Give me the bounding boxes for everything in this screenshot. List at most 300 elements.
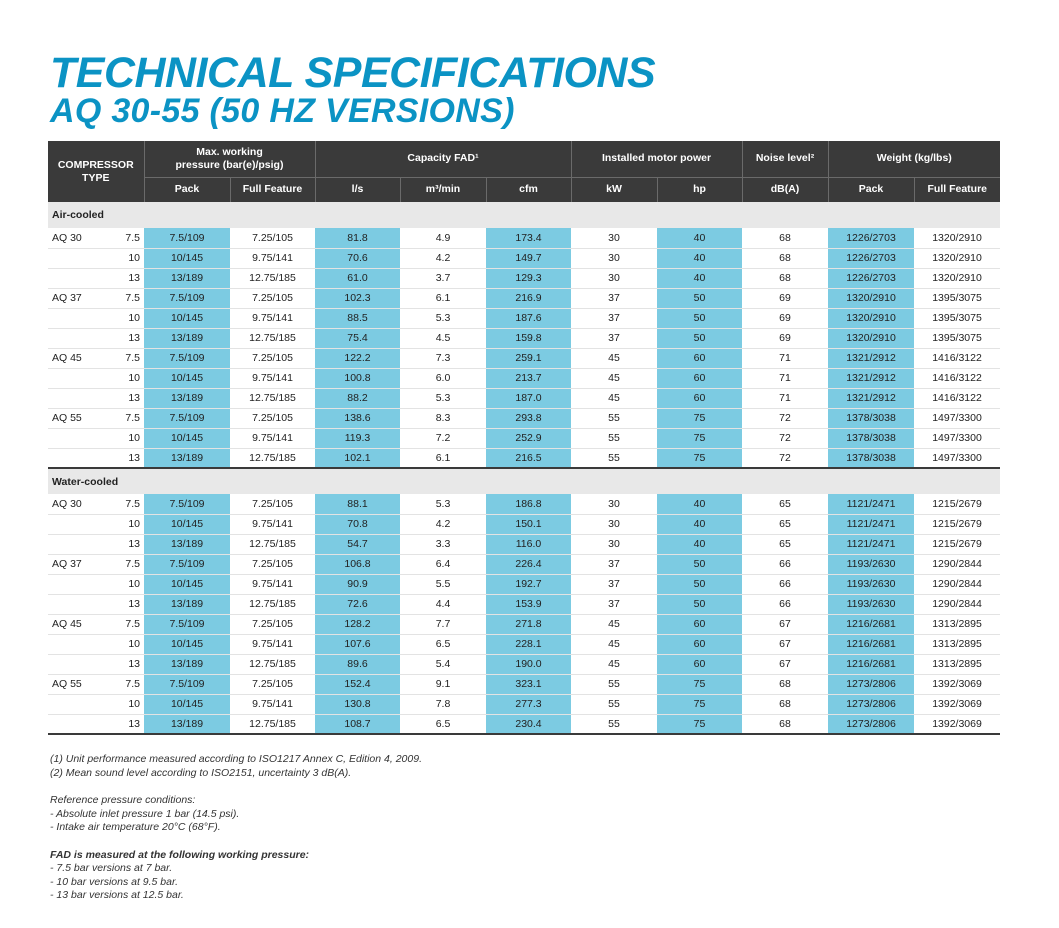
cell-version: 10 [100, 574, 144, 594]
cell-capacity-m3min: 4.5 [400, 328, 486, 348]
cell-noise-dba: 65 [742, 534, 828, 554]
cell-capacity-m3min: 6.5 [400, 634, 486, 654]
cell-noise-dba: 72 [742, 428, 828, 448]
cell-power-kw: 55 [571, 408, 657, 428]
cell-power-hp: 40 [657, 268, 742, 288]
cell-model [48, 534, 100, 554]
cell-weight-pack: 1321/2912 [828, 348, 914, 368]
cell-capacity-cfm: 293.8 [486, 408, 571, 428]
cell-capacity-cfm: 192.7 [486, 574, 571, 594]
cell-noise-dba: 67 [742, 654, 828, 674]
section-label: Air-cooled [48, 202, 1000, 228]
cell-power-kw: 55 [571, 714, 657, 734]
subheader-capacity-m3min: m³/min [400, 177, 486, 202]
cell-capacity-ls: 102.3 [315, 288, 400, 308]
cell-capacity-cfm: 259.1 [486, 348, 571, 368]
cell-version: 13 [100, 594, 144, 614]
cell-model: AQ 45 [48, 348, 100, 368]
cell-power-hp: 60 [657, 368, 742, 388]
cell-power-kw: 45 [571, 368, 657, 388]
cell-power-kw: 45 [571, 614, 657, 634]
cell-pressure-pack: 10/145 [144, 308, 230, 328]
cell-version: 13 [100, 448, 144, 468]
cell-model [48, 594, 100, 614]
fad-pressure-10-bar: - 10 bar versions at 9.5 bar. [50, 875, 179, 888]
cell-weight-pack: 1378/3038 [828, 448, 914, 468]
cell-pressure-pack: 7.5/109 [144, 408, 230, 428]
header-compressor-type: COMPRESSOR TYPE [48, 141, 144, 202]
cell-version: 7.5 [100, 408, 144, 428]
cell-version: 7.5 [100, 554, 144, 574]
cell-capacity-m3min: 5.3 [400, 308, 486, 328]
cell-power-kw: 37 [571, 554, 657, 574]
cell-capacity-m3min: 9.1 [400, 674, 486, 694]
cell-version: 7.5 [100, 494, 144, 514]
cell-pressure-pack: 13/189 [144, 594, 230, 614]
table-row [48, 694, 1000, 714]
cell-version: 10 [100, 514, 144, 534]
cell-power-kw: 30 [571, 534, 657, 554]
cell-capacity-ls: 72.6 [315, 594, 400, 614]
subheader-capacity-ls: l/s [315, 177, 400, 202]
cell-power-kw: 30 [571, 228, 657, 248]
cell-pressure-full-feature: 9.75/141 [230, 308, 315, 328]
cell-power-hp: 75 [657, 674, 742, 694]
table-row [48, 388, 1000, 408]
cell-capacity-ls: 89.6 [315, 654, 400, 674]
cell-capacity-cfm: 129.3 [486, 268, 571, 288]
cell-pressure-pack: 10/145 [144, 634, 230, 654]
subheader-noise-dba: dB(A) [742, 177, 828, 202]
cell-weight-full-feature: 1392/3069 [914, 694, 1000, 714]
table-row [48, 514, 1000, 534]
cell-pressure-pack: 13/189 [144, 388, 230, 408]
cell-pressure-pack: 13/189 [144, 448, 230, 468]
cell-version: 13 [100, 328, 144, 348]
cell-model [48, 328, 100, 348]
cell-model: AQ 37 [48, 554, 100, 574]
cell-power-hp: 50 [657, 288, 742, 308]
cell-pressure-full-feature: 9.75/141 [230, 368, 315, 388]
cell-pressure-pack: 13/189 [144, 268, 230, 288]
cell-power-hp: 50 [657, 554, 742, 574]
cell-model [48, 428, 100, 448]
subheader-weight-pack: Pack [828, 177, 914, 202]
cell-capacity-m3min: 6.1 [400, 288, 486, 308]
cell-capacity-cfm: 187.0 [486, 388, 571, 408]
cell-capacity-ls: 88.1 [315, 494, 400, 514]
cell-weight-full-feature: 1290/2844 [914, 574, 1000, 594]
cell-pressure-full-feature: 12.75/185 [230, 328, 315, 348]
cell-noise-dba: 65 [742, 514, 828, 534]
cell-pressure-full-feature: 7.25/105 [230, 494, 315, 514]
cell-weight-full-feature: 1320/2910 [914, 268, 1000, 288]
section-row [48, 468, 1000, 494]
cell-noise-dba: 72 [742, 408, 828, 428]
cell-weight-pack: 1121/2471 [828, 514, 914, 534]
cell-capacity-m3min: 5.3 [400, 388, 486, 408]
header-noise-level: Noise level² [742, 141, 828, 177]
cell-noise-dba: 71 [742, 368, 828, 388]
reference-condition-inlet-pressure: - Absolute inlet pressure 1 bar (14.5 psi). [50, 807, 240, 820]
cell-capacity-cfm: 216.9 [486, 288, 571, 308]
cell-model [48, 248, 100, 268]
cell-pressure-full-feature: 7.25/105 [230, 348, 315, 368]
cell-version: 10 [100, 368, 144, 388]
cell-weight-full-feature: 1395/3075 [914, 328, 1000, 348]
cell-noise-dba: 69 [742, 288, 828, 308]
cell-capacity-m3min: 4.4 [400, 594, 486, 614]
cell-pressure-full-feature: 9.75/141 [230, 248, 315, 268]
table-row [48, 288, 1000, 308]
spec-table-body [48, 202, 1000, 734]
cell-capacity-cfm: 153.9 [486, 594, 571, 614]
cell-power-hp: 60 [657, 348, 742, 368]
cell-power-kw: 55 [571, 694, 657, 714]
header-weight: Weight (kg/lbs) [828, 141, 1000, 177]
cell-capacity-ls: 54.7 [315, 534, 400, 554]
cell-weight-pack: 1226/2703 [828, 228, 914, 248]
cell-power-hp: 40 [657, 534, 742, 554]
cell-noise-dba: 68 [742, 674, 828, 694]
cell-weight-pack: 1321/2912 [828, 388, 914, 408]
cell-capacity-m3min: 7.8 [400, 694, 486, 714]
cell-power-hp: 60 [657, 614, 742, 634]
cell-pressure-full-feature: 7.25/105 [230, 674, 315, 694]
cell-capacity-m3min: 7.7 [400, 614, 486, 634]
cell-version: 10 [100, 694, 144, 714]
cell-pressure-pack: 7.5/109 [144, 288, 230, 308]
cell-capacity-ls: 100.8 [315, 368, 400, 388]
cell-capacity-m3min: 5.3 [400, 494, 486, 514]
cell-capacity-ls: 70.6 [315, 248, 400, 268]
cell-version: 13 [100, 714, 144, 734]
cell-model [48, 368, 100, 388]
cell-weight-full-feature: 1313/2895 [914, 614, 1000, 634]
cell-pressure-pack: 7.5/109 [144, 674, 230, 694]
section-row [48, 202, 1000, 228]
cell-weight-full-feature: 1497/3300 [914, 448, 1000, 468]
cell-weight-pack: 1321/2912 [828, 368, 914, 388]
table-row [48, 368, 1000, 388]
cell-capacity-ls: 122.2 [315, 348, 400, 368]
cell-power-kw: 45 [571, 388, 657, 408]
cell-model: AQ 30 [48, 228, 100, 248]
cell-noise-dba: 68 [742, 268, 828, 288]
cell-noise-dba: 71 [742, 348, 828, 368]
cell-power-hp: 40 [657, 494, 742, 514]
cell-weight-pack: 1121/2471 [828, 534, 914, 554]
table-row [48, 228, 1000, 248]
cell-power-kw: 30 [571, 514, 657, 534]
cell-capacity-ls: 128.2 [315, 614, 400, 634]
cell-capacity-m3min: 4.2 [400, 248, 486, 268]
cell-capacity-ls: 107.6 [315, 634, 400, 654]
cell-noise-dba: 67 [742, 634, 828, 654]
cell-capacity-cfm: 252.9 [486, 428, 571, 448]
cell-power-kw: 45 [571, 634, 657, 654]
cell-weight-pack: 1320/2910 [828, 308, 914, 328]
subheader-power-hp: hp [657, 177, 742, 202]
cell-weight-full-feature: 1497/3300 [914, 408, 1000, 428]
cell-pressure-pack: 7.5/109 [144, 554, 230, 574]
cell-version: 13 [100, 534, 144, 554]
cell-model [48, 694, 100, 714]
cell-noise-dba: 72 [742, 448, 828, 468]
cell-power-hp: 40 [657, 514, 742, 534]
cell-version: 10 [100, 428, 144, 448]
cell-weight-pack: 1193/2630 [828, 594, 914, 614]
cell-model [48, 514, 100, 534]
table-row [48, 554, 1000, 574]
cell-pressure-pack: 10/145 [144, 368, 230, 388]
footnote-2: (2) Mean sound level according to ISO2151, uncertainty 3 dB(A). [50, 766, 352, 779]
cell-weight-full-feature: 1313/2895 [914, 634, 1000, 654]
cell-weight-pack: 1273/2806 [828, 674, 914, 694]
cell-power-kw: 37 [571, 574, 657, 594]
cell-power-hp: 40 [657, 228, 742, 248]
cell-capacity-cfm: 116.0 [486, 534, 571, 554]
cell-power-kw: 37 [571, 328, 657, 348]
cell-power-kw: 45 [571, 654, 657, 674]
table-row [48, 328, 1000, 348]
cell-capacity-m3min: 6.4 [400, 554, 486, 574]
cell-power-hp: 60 [657, 388, 742, 408]
subheader-power-kw: kW [571, 177, 657, 202]
cell-capacity-cfm: 277.3 [486, 694, 571, 714]
cell-capacity-ls: 102.1 [315, 448, 400, 468]
cell-pressure-pack: 10/145 [144, 428, 230, 448]
cell-version: 13 [100, 654, 144, 674]
cell-power-kw: 37 [571, 308, 657, 328]
cell-capacity-ls: 108.7 [315, 714, 400, 734]
cell-model: AQ 37 [48, 288, 100, 308]
cell-model [48, 448, 100, 468]
cell-pressure-full-feature: 7.25/105 [230, 554, 315, 574]
cell-capacity-cfm: 149.7 [486, 248, 571, 268]
cell-power-kw: 37 [571, 288, 657, 308]
cell-power-hp: 60 [657, 634, 742, 654]
cell-pressure-full-feature: 12.75/185 [230, 714, 315, 734]
cell-pressure-pack: 7.5/109 [144, 494, 230, 514]
cell-noise-dba: 67 [742, 614, 828, 634]
cell-weight-pack: 1193/2630 [828, 574, 914, 594]
cell-pressure-full-feature: 12.75/185 [230, 654, 315, 674]
cell-weight-full-feature: 1416/3122 [914, 368, 1000, 388]
cell-power-kw: 30 [571, 248, 657, 268]
cell-capacity-cfm: 323.1 [486, 674, 571, 694]
cell-capacity-ls: 90.9 [315, 574, 400, 594]
cell-capacity-m3min: 4.9 [400, 228, 486, 248]
table-row [48, 248, 1000, 268]
cell-version: 13 [100, 388, 144, 408]
section-label: Water-cooled [48, 468, 1000, 494]
cell-pressure-full-feature: 9.75/141 [230, 428, 315, 448]
cell-weight-full-feature: 1290/2844 [914, 554, 1000, 574]
cell-model: AQ 55 [48, 408, 100, 428]
cell-pressure-full-feature: 12.75/185 [230, 268, 315, 288]
cell-version: 7.5 [100, 288, 144, 308]
cell-power-hp: 75 [657, 408, 742, 428]
cell-capacity-m3min: 4.2 [400, 514, 486, 534]
cell-noise-dba: 68 [742, 228, 828, 248]
cell-pressure-pack: 13/189 [144, 654, 230, 674]
cell-weight-pack: 1226/2703 [828, 248, 914, 268]
cell-capacity-m3min: 7.2 [400, 428, 486, 448]
cell-noise-dba: 71 [742, 388, 828, 408]
table-row [48, 674, 1000, 694]
cell-weight-full-feature: 1416/3122 [914, 388, 1000, 408]
cell-weight-full-feature: 1320/2910 [914, 228, 1000, 248]
cell-capacity-ls: 88.2 [315, 388, 400, 408]
cell-pressure-pack: 10/145 [144, 514, 230, 534]
cell-capacity-m3min: 6.5 [400, 714, 486, 734]
page-subtitle: AQ 30-55 (50 HZ VERSIONS) [50, 92, 515, 130]
cell-model [48, 574, 100, 594]
fad-pressure-title: FAD is measured at the following working pressure: [50, 848, 310, 861]
cell-capacity-ls: 138.6 [315, 408, 400, 428]
cell-weight-full-feature: 1392/3069 [914, 674, 1000, 694]
cell-model: AQ 45 [48, 614, 100, 634]
header-capacity-fad: Capacity FAD¹ [315, 141, 571, 177]
table-row [48, 268, 1000, 288]
cell-model [48, 268, 100, 288]
cell-version: 7.5 [100, 348, 144, 368]
cell-power-hp: 75 [657, 448, 742, 468]
cell-capacity-m3min: 5.4 [400, 654, 486, 674]
cell-weight-full-feature: 1313/2895 [914, 654, 1000, 674]
spec-table [48, 141, 1000, 735]
cell-power-kw: 55 [571, 428, 657, 448]
cell-capacity-ls: 119.3 [315, 428, 400, 448]
fad-pressure-13-bar: - 13 bar versions at 12.5 bar. [50, 889, 184, 901]
table-row [48, 448, 1000, 468]
cell-weight-pack: 1216/2681 [828, 614, 914, 634]
cell-version: 10 [100, 634, 144, 654]
cell-power-kw: 30 [571, 494, 657, 514]
cell-pressure-full-feature: 9.75/141 [230, 634, 315, 654]
table-row [48, 408, 1000, 428]
cell-capacity-ls: 106.8 [315, 554, 400, 574]
subheader-weight-full-feature: Full Feature [914, 177, 1000, 202]
cell-weight-pack: 1378/3038 [828, 428, 914, 448]
cell-pressure-full-feature: 12.75/185 [230, 534, 315, 554]
table-row [48, 654, 1000, 674]
cell-pressure-full-feature: 9.75/141 [230, 574, 315, 594]
reference-condition-intake-temp: - Intake air temperature 20°C (68°F). [50, 821, 221, 833]
cell-power-kw: 55 [571, 448, 657, 468]
cell-model [48, 308, 100, 328]
fad-pressure-7-5-bar: - 7.5 bar versions at 7 bar. [50, 862, 173, 874]
notes [50, 753, 422, 903]
cell-capacity-cfm: 271.8 [486, 614, 571, 634]
cell-pressure-pack: 7.5/109 [144, 348, 230, 368]
table-row [48, 634, 1000, 654]
cell-capacity-ls: 81.8 [315, 228, 400, 248]
table-row [48, 714, 1000, 734]
cell-weight-full-feature: 1215/2679 [914, 514, 1000, 534]
subheader-capacity-cfm: cfm [486, 177, 571, 202]
cell-weight-pack: 1216/2681 [828, 654, 914, 674]
cell-power-hp: 50 [657, 328, 742, 348]
cell-power-kw: 30 [571, 268, 657, 288]
cell-pressure-pack: 13/189 [144, 714, 230, 734]
header-max-pressure: Max. working pressure (bar(e)/psig) [144, 141, 315, 177]
cell-version: 10 [100, 308, 144, 328]
cell-pressure-full-feature: 9.75/141 [230, 514, 315, 534]
table-row [48, 348, 1000, 368]
cell-noise-dba: 68 [742, 248, 828, 268]
cell-weight-pack: 1273/2806 [828, 714, 914, 734]
cell-capacity-cfm: 150.1 [486, 514, 571, 534]
cell-power-hp: 75 [657, 428, 742, 448]
cell-noise-dba: 66 [742, 554, 828, 574]
cell-model: AQ 55 [48, 674, 100, 694]
cell-pressure-pack: 10/145 [144, 574, 230, 594]
cell-model [48, 714, 100, 734]
cell-version: 7.5 [100, 674, 144, 694]
cell-noise-dba: 65 [742, 494, 828, 514]
cell-power-hp: 60 [657, 654, 742, 674]
cell-noise-dba: 68 [742, 714, 828, 734]
cell-capacity-ls: 152.4 [315, 674, 400, 694]
table-row [48, 574, 1000, 594]
cell-version: 7.5 [100, 228, 144, 248]
cell-weight-pack: 1226/2703 [828, 268, 914, 288]
cell-capacity-ls: 61.0 [315, 268, 400, 288]
cell-version: 13 [100, 268, 144, 288]
cell-capacity-m3min: 5.5 [400, 574, 486, 594]
cell-power-hp: 75 [657, 694, 742, 714]
cell-capacity-cfm: 190.0 [486, 654, 571, 674]
cell-power-hp: 50 [657, 594, 742, 614]
cell-power-hp: 40 [657, 248, 742, 268]
cell-capacity-m3min: 6.0 [400, 368, 486, 388]
cell-capacity-ls: 88.5 [315, 308, 400, 328]
subheader-pressure-full-feature: Full Feature [230, 177, 315, 202]
cell-capacity-m3min: 3.7 [400, 268, 486, 288]
cell-weight-pack: 1320/2910 [828, 328, 914, 348]
cell-weight-pack: 1216/2681 [828, 634, 914, 654]
cell-pressure-pack: 10/145 [144, 248, 230, 268]
cell-capacity-cfm: 230.4 [486, 714, 571, 734]
table-row [48, 494, 1000, 514]
cell-weight-full-feature: 1416/3122 [914, 348, 1000, 368]
cell-power-hp: 50 [657, 308, 742, 328]
cell-pressure-pack: 7.5/109 [144, 228, 230, 248]
cell-capacity-m3min: 8.3 [400, 408, 486, 428]
cell-capacity-m3min: 7.3 [400, 348, 486, 368]
cell-pressure-full-feature: 7.25/105 [230, 228, 315, 248]
cell-capacity-ls: 70.8 [315, 514, 400, 534]
cell-version: 7.5 [100, 614, 144, 634]
cell-weight-pack: 1193/2630 [828, 554, 914, 574]
cell-noise-dba: 69 [742, 308, 828, 328]
footnote-1: (1) Unit performance measured according to ISO1217 Annex C, Edition 4, 2009. [50, 753, 422, 765]
cell-capacity-cfm: 159.8 [486, 328, 571, 348]
page-title: TECHNICAL SPECIFICATIONS [50, 49, 656, 97]
cell-capacity-m3min: 6.1 [400, 448, 486, 468]
table-row [48, 534, 1000, 554]
cell-pressure-pack: 7.5/109 [144, 614, 230, 634]
cell-capacity-cfm: 173.4 [486, 228, 571, 248]
cell-power-kw: 45 [571, 348, 657, 368]
cell-pressure-full-feature: 12.75/185 [230, 594, 315, 614]
cell-noise-dba: 66 [742, 594, 828, 614]
cell-capacity-cfm: 228.1 [486, 634, 571, 654]
cell-model [48, 654, 100, 674]
cell-power-kw: 37 [571, 594, 657, 614]
